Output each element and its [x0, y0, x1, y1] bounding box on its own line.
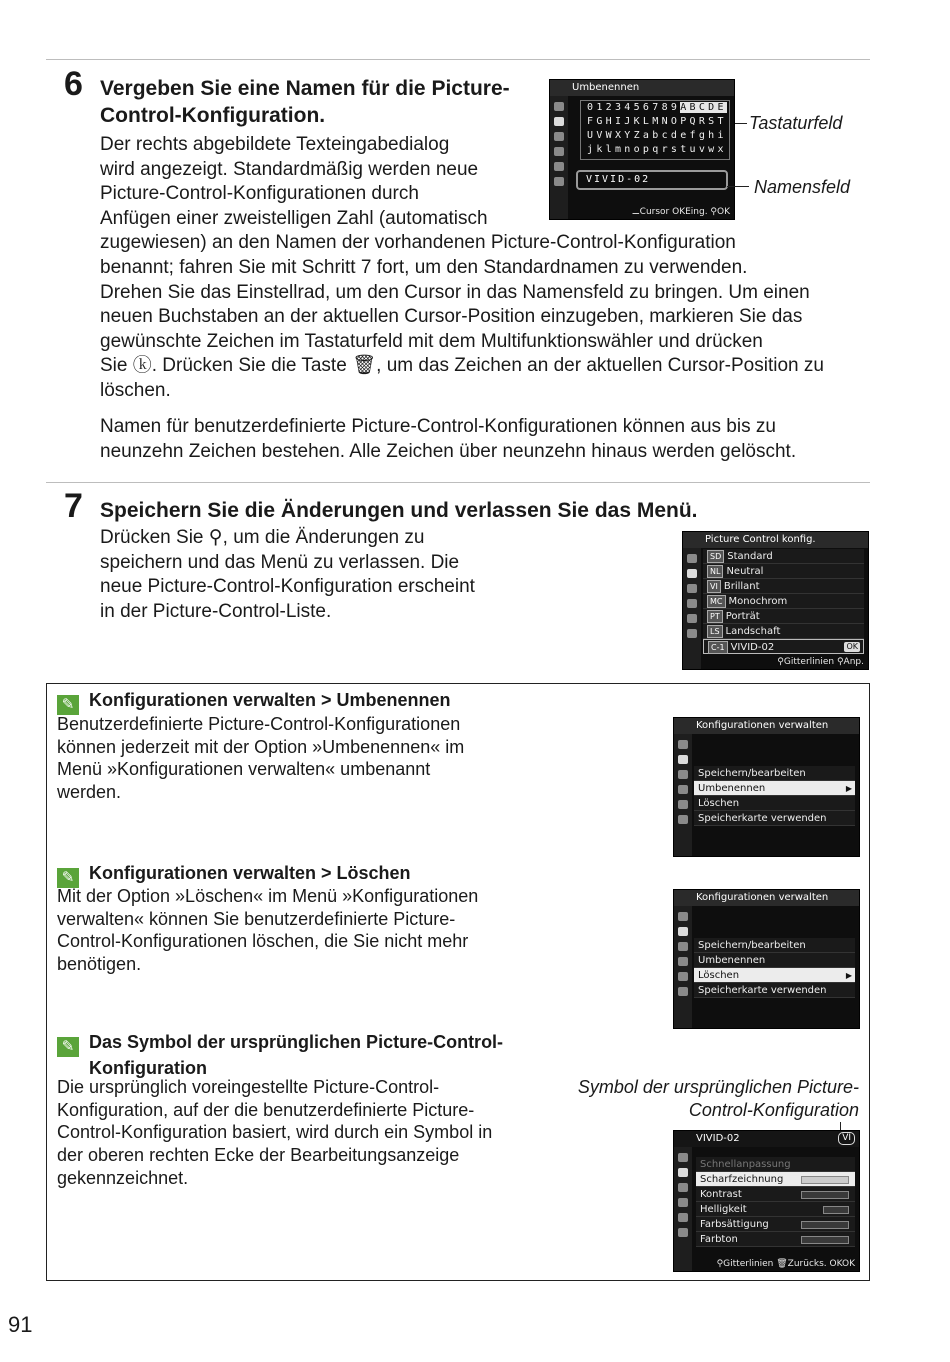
list-item-neutral[interactable] [703, 564, 864, 579]
slider-track [801, 1191, 849, 1199]
note-3-text [57, 1076, 492, 1190]
list-item-vivid-02[interactable] [703, 639, 864, 654]
badge: C-1 [708, 641, 728, 654]
picture-control-list [703, 549, 864, 654]
list-item-saturation[interactable] [696, 1217, 855, 1232]
note-2-text [57, 885, 478, 976]
step-6-para2 [100, 415, 796, 464]
keyboard-row: jklmnopqrstuvwx [587, 144, 727, 155]
chevron-right-icon: ▶ [845, 971, 852, 980]
camera-icon [554, 117, 564, 126]
item-label: Löschen [698, 970, 740, 981]
menu-sidebar [674, 734, 692, 856]
list-item-save-edit[interactable]: Speichern/bearbeiten [694, 766, 855, 781]
item-label: Brillant [723, 581, 760, 592]
wrench-icon [678, 957, 688, 966]
picture-control-screen [682, 531, 869, 670]
text-line: speichern und das Menü zu verlassen. Die [100, 551, 460, 573]
picture-control-footer: ⚲Gitterlinien ⚲Anp. [777, 657, 864, 667]
text-line: gewünschte Zeichen im Tastaturfeld mit dem Multifunktionswähler und drücken [100, 330, 763, 352]
caption-line: Control-Konfiguration [688, 1100, 859, 1120]
camera-icon [678, 1168, 688, 1177]
item-label: Neutral [726, 566, 764, 577]
text-line: Sie ⓚ. Drücken Sie die Taste 🗑, um das Zeichen an der aktuellen Cursor-Position zu [100, 355, 824, 377]
pencil-icon [687, 584, 697, 593]
keyboard-highlight: ABCDE [680, 102, 727, 113]
retouch-icon [687, 614, 697, 623]
note-1-title: Konfigurationen verwalten > Umbenennen [89, 690, 451, 710]
keyboard-row [581, 101, 729, 115]
step-6-title-line1: Vergeben Sie eine Namen für die Picture- [100, 77, 510, 100]
text-line: verwalten« können Sie benutzerdefinierte Picture- [57, 908, 456, 929]
text-line: Control-Konfiguration basiert, wird durch ein Symbol in [57, 1122, 493, 1143]
badge: LS [707, 625, 723, 638]
menu-sidebar [674, 1147, 692, 1271]
picture-control-title: Picture Control konfig. [683, 532, 868, 548]
list-item-monochrom[interactable] [703, 594, 864, 609]
rename-screen-footer: ⚊Cursor OKEing. ⚲OK [631, 207, 730, 217]
step-7-title: Speichern Sie die Änderungen und verlassen Sie das Menü. [100, 499, 698, 522]
manage-screen-rename [673, 717, 860, 857]
text-line: neue Picture-Control-Konfiguration erscheint [100, 576, 475, 598]
manage-screen-delete [673, 889, 860, 1029]
item-label: Landschaft [725, 626, 781, 637]
keyboard-digits: 0123456789 [587, 102, 681, 113]
text-line: Die ursprünglich voreingestellte Picture-Control- [57, 1077, 440, 1097]
item-label: Farbton [700, 1234, 738, 1245]
page-number: 91 [8, 1312, 33, 1337]
note-3-heading [57, 1031, 503, 1080]
list-item-quick-adjust[interactable]: Schnellanpassung [696, 1157, 855, 1172]
manage-list [694, 938, 855, 998]
step-divider [46, 482, 870, 483]
slider-bar [801, 1187, 849, 1202]
list-item-delete[interactable]: Löschen [694, 796, 855, 811]
list-item-landschaft[interactable] [703, 624, 864, 639]
top-rule [46, 59, 870, 60]
item-label: Farbsättigung [700, 1219, 769, 1230]
item-label: Umbenennen [698, 783, 766, 794]
trash-icon [678, 815, 688, 824]
trash-icon [554, 177, 564, 186]
list-item-portrait[interactable] [703, 609, 864, 624]
step-6-number: 6 [64, 65, 83, 103]
manage-screen-title: Konfigurationen verwalten [674, 890, 859, 906]
playback-icon [678, 1153, 688, 1162]
text-line: gekennzeichnet. [57, 1167, 189, 1188]
list-item-brightness[interactable] [696, 1202, 855, 1217]
caption-line: Symbol der ursprünglichen Picture- [577, 1077, 859, 1097]
item-label: Scharfzeichnung [700, 1174, 784, 1185]
step-6-title-line2: Control-Konfiguration. [100, 104, 326, 127]
item-label: VIVID-02 [730, 642, 775, 653]
text-line: werden. [57, 782, 122, 803]
edit-screen-title: VIVID-02 [674, 1131, 859, 1147]
text-line: löschen. [100, 379, 171, 401]
note-pencil-icon: ✎ [57, 1037, 79, 1057]
text-line: benannt; fahren Sie mit Schritt 7 fort, um den Standardnamen zu verwenden. [100, 256, 748, 278]
menu-sidebar [550, 96, 568, 219]
list-item-contrast[interactable] [696, 1187, 855, 1202]
text-line: wird angezeigt. Standardmäßig werden neue [100, 158, 479, 180]
playback-icon [687, 554, 697, 563]
menu-sidebar [683, 548, 701, 669]
text-line: neunzehn Zeichen bestehen. Alle Zeichen über neunzehn hinaus werden gelöscht. [100, 440, 797, 462]
edit-screen-footer: ⚲Gitterlinien 🗑Zurücks. OKOK [716, 1259, 855, 1269]
keyboard-row: FGHIJKLMNOPQRST [587, 116, 727, 127]
item-label: Kontrast [700, 1189, 742, 1200]
slider-track [801, 1236, 849, 1244]
manage-screen-title: Konfigurationen verwalten [674, 718, 859, 734]
retouch-icon [678, 800, 688, 809]
step-7-number: 7 [64, 487, 83, 525]
trash-icon [678, 987, 688, 996]
camera-icon [678, 755, 688, 764]
text-line: Control-Konfigurationen löschen, die Sie nicht mehr [57, 931, 469, 952]
rename-screen-title: Umbenennen [550, 80, 734, 96]
keyboard-row: UVWXYZabcdefghi [587, 130, 727, 141]
note-pencil-icon: ✎ [57, 868, 79, 888]
slider-bar [801, 1217, 849, 1232]
text-line: Der rechts abgebildete Texteingabedialog [100, 134, 450, 155]
note-1-heading [57, 689, 451, 715]
text-line: Anfügen einer zweistelligen Zahl (automatisch [100, 207, 488, 229]
list-item-hue[interactable] [696, 1232, 855, 1247]
text-line: können jederzeit mit der Option »Umbenennen« im [57, 736, 465, 757]
slider-bar [801, 1232, 849, 1247]
note-3-title-line2: Konfiguration [89, 1058, 207, 1078]
list-item-rename[interactable] [694, 781, 855, 796]
keyboard-area[interactable] [580, 100, 730, 160]
note-3-title-line1: Das Symbol der ursprünglichen Picture-Control- [89, 1032, 504, 1052]
list-item-brillant[interactable] [703, 579, 864, 594]
camera-icon [687, 569, 697, 578]
list-item-sharpening[interactable] [696, 1172, 855, 1187]
text-line: zugewiesen) an den Namen der vorhandenen Picture-Control-Konfiguration [100, 232, 736, 254]
item-label: Porträt [725, 611, 760, 622]
text-line: benötigen. [57, 954, 142, 975]
text-line: Drehen Sie das Einstellrad, um den Cursor in das Namensfeld zu bringen. Um einen [100, 281, 810, 303]
badge: VI [707, 580, 721, 593]
pencil-icon [678, 1183, 688, 1192]
name-field[interactable]: VIVID-02 [576, 170, 728, 190]
badge: NL [707, 565, 723, 578]
pencil-icon [678, 942, 688, 951]
step-7-text [100, 526, 475, 624]
keyboard-label: Tastaturfeld [749, 113, 843, 133]
badge: MC [707, 595, 726, 608]
list-item-rename[interactable]: Umbenennen [694, 953, 855, 968]
slider-track [801, 1176, 849, 1184]
retouch-icon [678, 972, 688, 981]
keyboard-leader-line [735, 123, 747, 124]
slider-track [801, 1221, 849, 1229]
wrench-icon [554, 147, 564, 156]
note-2-title: Konfigurationen verwalten > Löschen [89, 863, 411, 883]
text-line: Picture-Control-Konfigurationen durch [100, 183, 419, 205]
edit-screen [673, 1130, 860, 1272]
text-line: neuen Buchstaben an der aktuellen Cursor-Position einzugeben, markieren Sie das [100, 306, 803, 328]
item-label: Standard [727, 551, 773, 562]
menu-sidebar [674, 906, 692, 1028]
text-line: Konfiguration, auf der die benutzerdefinierte Picture- [57, 1099, 475, 1120]
wrench-icon [678, 785, 688, 794]
slider-bar [801, 1172, 849, 1187]
list-item-memory-card[interactable]: Speicherkarte verwenden [694, 811, 855, 826]
original-picture-control-icon: VI [838, 1132, 855, 1145]
original-icon-caption [578, 1076, 859, 1122]
pencil-icon [678, 770, 688, 779]
text-line: Drücken Sie ⚲, um die Änderungen zu [100, 527, 425, 548]
playback-icon [678, 912, 688, 921]
playback-icon [554, 102, 564, 111]
slider-bar [823, 1202, 849, 1217]
list-item-memory-card[interactable]: Speicherkarte verwenden [694, 983, 855, 998]
text-line: Benutzerdefinierte Picture-Control-Konfigurationen [57, 714, 461, 734]
note-pencil-icon: ✎ [57, 695, 79, 715]
badge: PT [707, 610, 723, 623]
name-leader-line [727, 186, 749, 187]
list-item-save-edit[interactable]: Speichern/bearbeiten [694, 938, 855, 953]
list-item-delete[interactable] [694, 968, 855, 983]
text-line: Namen für benutzerdefinierte Picture-Control-Konfigurationen können aus bis zu [100, 416, 776, 437]
camera-icon [678, 927, 688, 936]
text-line: Mit der Option »Löschen« im Menü »Konfigurationen [57, 886, 479, 906]
text-line: der oberen rechten Ecke der Bearbeitungsanzeige [57, 1145, 460, 1166]
trash-icon [687, 629, 697, 638]
item-label: Helligkeit [700, 1204, 747, 1215]
wrench-icon [687, 599, 697, 608]
edit-list [696, 1157, 855, 1247]
wrench-icon [678, 1198, 688, 1207]
retouch-icon [554, 162, 564, 171]
ok-badge: OK [846, 642, 858, 651]
rename-screen [549, 79, 735, 220]
pencil-icon [554, 132, 564, 141]
playback-icon [678, 740, 688, 749]
text-line: in der Picture-Control-Liste. [100, 600, 332, 622]
retouch-icon [678, 1213, 688, 1222]
slider-track [823, 1206, 849, 1214]
text-line: Menü »Konfigurationen verwalten« umbenannt [57, 759, 431, 780]
chevron-right-icon: ▶ [845, 784, 852, 793]
trash-icon [678, 1228, 688, 1237]
name-label: Namensfeld [754, 177, 851, 197]
badge: SD [707, 550, 724, 563]
item-label: Monochrom [728, 596, 788, 607]
list-item-standard[interactable] [703, 549, 864, 564]
manage-list [694, 766, 855, 826]
note-1-text [57, 713, 464, 804]
